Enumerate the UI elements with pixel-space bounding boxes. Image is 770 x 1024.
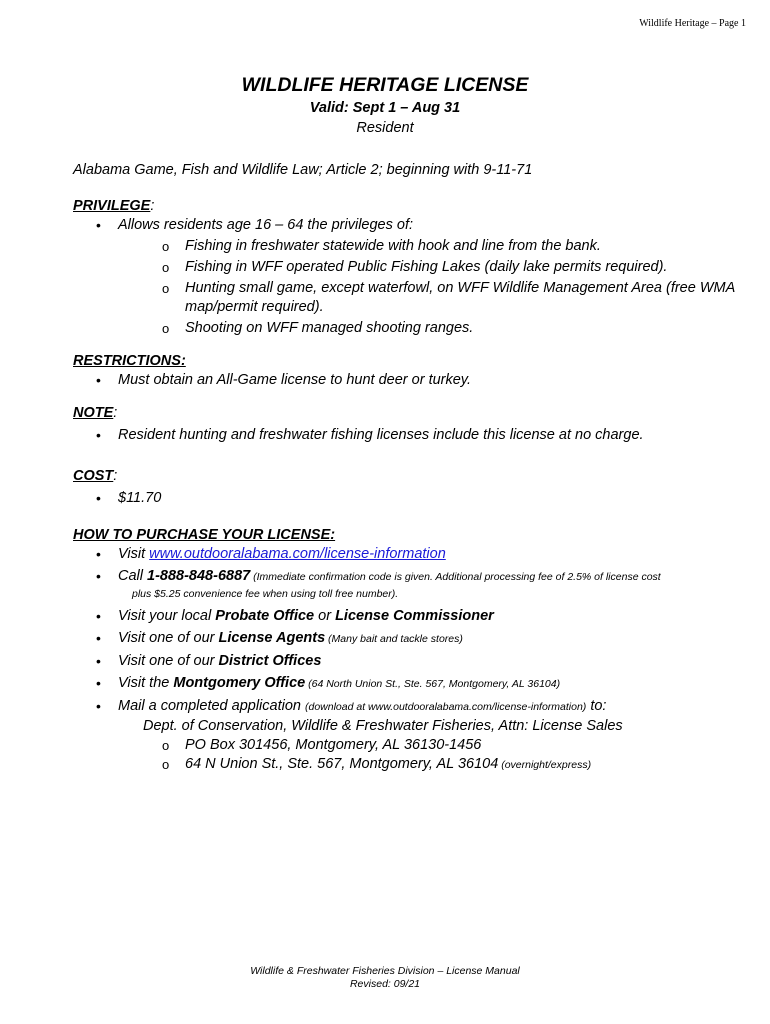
restriction-item: • Must obtain an All-Game license to hunt deer or turkey. — [73, 371, 753, 390]
license-type: Resident — [356, 120, 414, 136]
note-heading: NOTE — [73, 405, 114, 421]
purchase-heading: HOW TO PURCHASE YOUR LICENSE: — [73, 527, 336, 543]
cost-section — [73, 467, 753, 508]
probate-mid: or — [314, 608, 336, 624]
footer-revised: Revised: 09/21 — [349, 978, 421, 990]
purchase-montgomery — [73, 674, 753, 694]
license-commissioner: License Commissioner — [335, 608, 494, 624]
cost-item: • $11.70 — [73, 489, 753, 508]
privilege-item: o Shooting on WFF managed shooting ranges. — [73, 319, 753, 338]
agents-note: (Many bait and tackle stores) — [325, 633, 463, 645]
express-note: (overnight/express) — [498, 759, 592, 771]
license-info-link[interactable]: www.outdooralabama.com/license-information — [149, 546, 446, 562]
privilege-item: o Hunting small game, except waterfowl, on WFF Wildlife Management Area (free WMA map/permit required). — [73, 279, 753, 317]
purchase-mail — [73, 697, 753, 717]
mail-address: o PO Box 301456, Montgomery, AL 36130-1456 — [73, 736, 753, 755]
district-offices: District Offices — [218, 653, 322, 669]
privilege-item: o Fishing in freshwater statewide with hook and line from the bank. — [73, 237, 753, 256]
purchase-probate — [73, 607, 753, 626]
document-title: WILDLIFE HERITAGE LICENSE — [241, 74, 529, 96]
license-agents: License Agents — [218, 630, 326, 646]
valid-period: Valid: Sept 1 – Aug 31 — [309, 100, 461, 116]
privilege-bullet: • Allows residents age 16 – 64 the privileges of: — [73, 216, 753, 235]
law-reference: Alabama Game, Fish and Wildlife Law; Article 2; beginning with 9-11-71 — [73, 162, 533, 178]
toll-free-number: 1-888-848-6887 — [147, 568, 251, 584]
district-prefix: Visit one of our — [118, 653, 219, 669]
mail-address-express — [73, 755, 753, 775]
purchase-visit-website — [73, 545, 753, 564]
address-express: 64 N Union St., Ste. 567, Montgomery, AL 36104 — [185, 756, 499, 772]
call-note: (Immediate confirmation code is given. Additional processing fee of 2.5% of license cost — [250, 571, 661, 583]
probate-prefix: Visit your local — [118, 608, 216, 624]
privilege-heading-colon: : — [150, 198, 155, 214]
document-body — [73, 160, 753, 775]
note-item: • Resident hunting and freshwater fishing licenses include this license at no charge. — [73, 426, 753, 445]
restrictions-heading: RESTRICTIONS: — [73, 353, 186, 369]
page-header: Wildlife Heritage – Page 1 — [639, 18, 746, 29]
cost-heading-colon: : — [113, 468, 118, 484]
mail-note: (download at www.outdooralabama.com/license-information) — [305, 701, 587, 713]
purchase-call — [73, 567, 753, 601]
purchase-section — [73, 526, 753, 775]
probate-office: Probate Office — [215, 608, 315, 624]
montgomery-prefix: Visit the — [118, 675, 174, 691]
purchase-agents — [73, 629, 753, 649]
restrictions-section — [73, 352, 753, 390]
call-note-continued: plus $5.25 convenience fee when using toll free number). — [132, 588, 399, 600]
visit-prefix: Visit — [118, 546, 150, 562]
mail-prefix: Mail a completed application — [118, 698, 305, 714]
note-section — [73, 404, 753, 445]
mail-suffix: to: — [586, 698, 607, 714]
page-footer — [0, 965, 770, 991]
privilege-heading: PRIVILEGE — [73, 198, 151, 214]
mail-department: Dept. of Conservation, Wildlife & Freshwater Fisheries, Attn: License Sales — [143, 718, 623, 734]
footer-division: Wildlife & Freshwater Fisheries Division – License Manual — [250, 965, 520, 977]
montgomery-address: (64 North Union St., Ste. 567, Montgomery, AL 36104) — [305, 678, 561, 690]
agents-prefix: Visit one of our — [118, 630, 219, 646]
call-prefix: Call — [118, 568, 148, 584]
purchase-district — [73, 652, 753, 671]
montgomery-office: Montgomery Office — [173, 675, 306, 691]
privilege-section — [73, 197, 753, 338]
cost-heading: COST — [73, 468, 114, 484]
title-block — [0, 74, 770, 136]
privilege-item: o Fishing in WFF operated Public Fishing Lakes (daily lake permits required). — [73, 258, 753, 277]
note-heading-colon: : — [113, 405, 118, 421]
